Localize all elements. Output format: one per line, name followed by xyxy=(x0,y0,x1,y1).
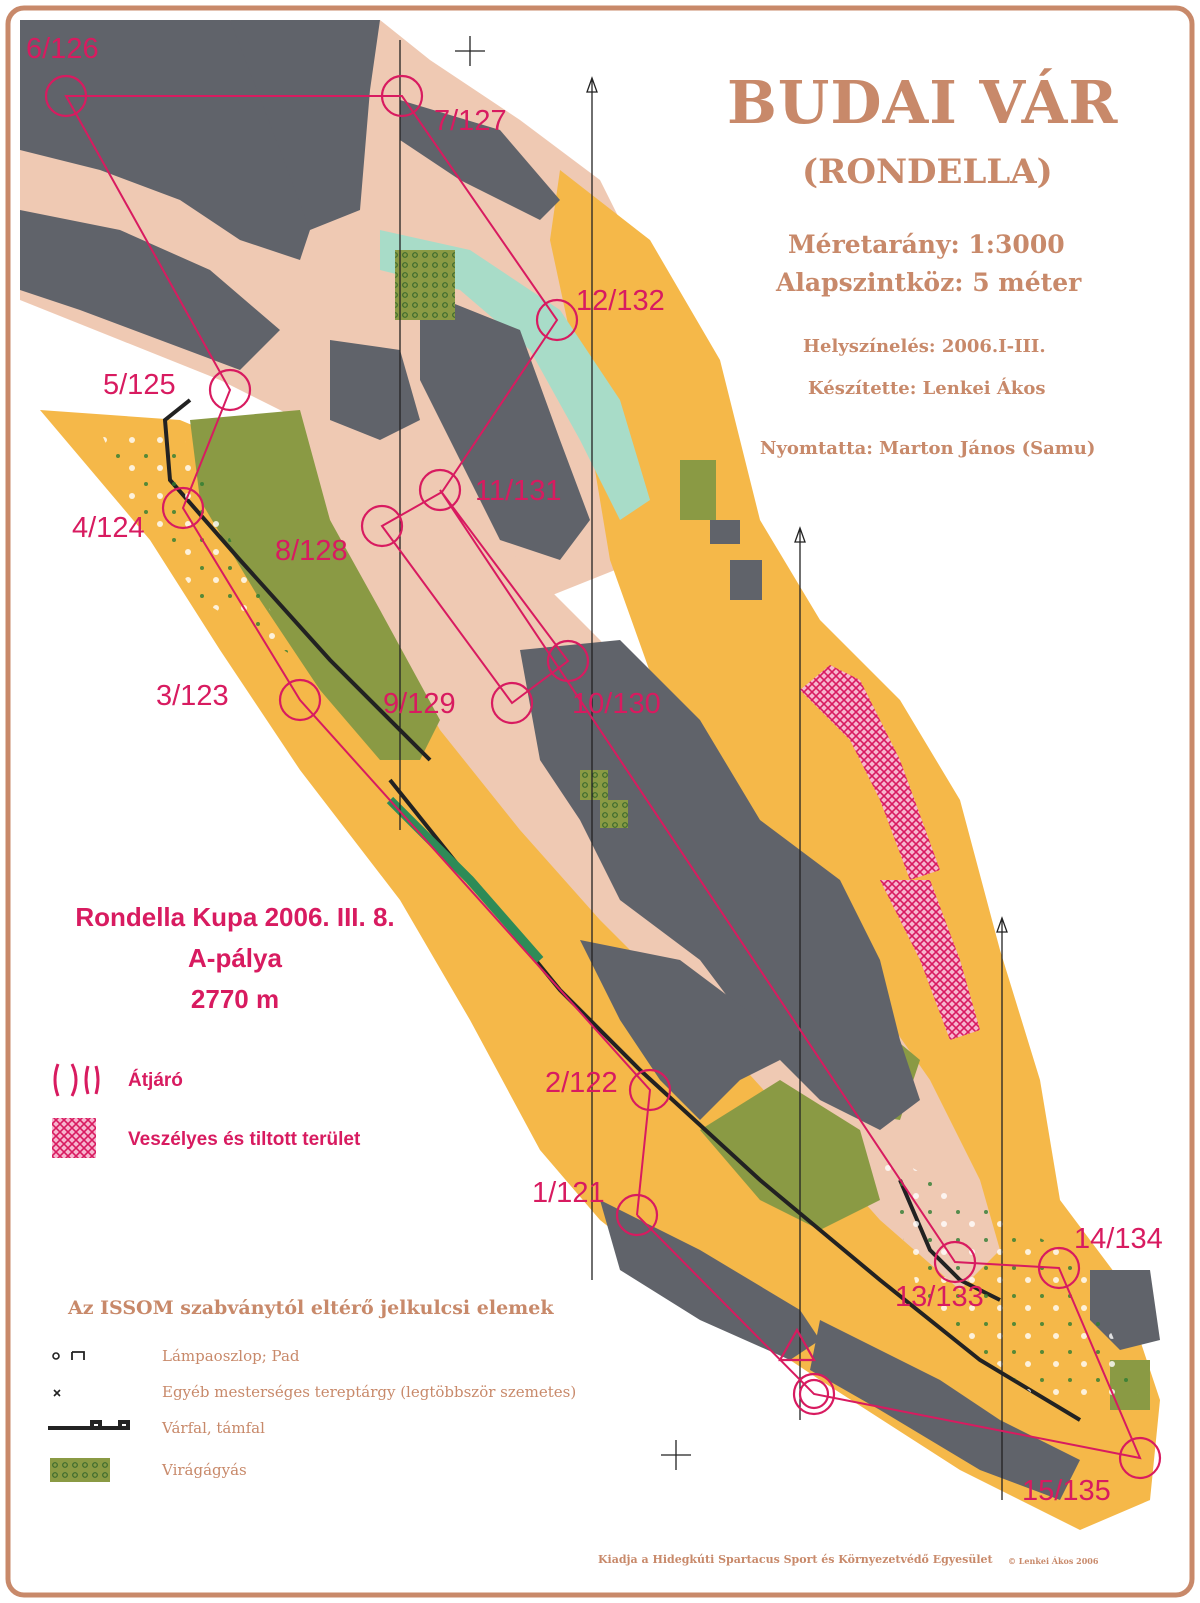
control-label-14: 14/134 xyxy=(1074,1223,1163,1255)
legend-passage-label: Átjáró xyxy=(128,1070,183,1091)
control-label-9: 9/129 xyxy=(383,688,456,720)
map-author: Készítette: Lenkei Ákos xyxy=(808,378,1046,399)
map-contour: Alapszintköz: 5 méter xyxy=(776,268,1082,297)
building-gate-tower xyxy=(710,520,740,544)
bench-symbol xyxy=(72,1352,84,1360)
legend-passage-symbol xyxy=(55,1064,98,1096)
issom-item-wall: Várfal, támfal xyxy=(162,1419,265,1437)
building-small xyxy=(730,560,762,600)
wall-symbol xyxy=(48,1422,128,1428)
registration-mark xyxy=(661,1440,691,1470)
flowerbed-symbol xyxy=(50,1458,110,1482)
control-label-4: 4/124 xyxy=(72,512,145,544)
course-length: 2770 m xyxy=(190,984,280,1014)
vegetation-patch xyxy=(680,460,716,520)
course-event: Rondella Kupa 2006. III. 8. xyxy=(75,902,395,932)
control-label-1: 1/121 xyxy=(532,1177,605,1209)
legend-forbidden-label: Veszélyes és tiltott terület xyxy=(128,1129,361,1150)
control-label-6: 6/126 xyxy=(26,33,99,65)
issom-item-lamp-bench: Lámpaoszlop; Pad xyxy=(162,1347,300,1365)
control-label-7: 7/127 xyxy=(434,105,507,137)
legend-forbidden-symbol xyxy=(52,1118,96,1158)
map-scale: Méretarány: 1:3000 xyxy=(788,230,1065,259)
control-label-5: 5/125 xyxy=(103,369,176,401)
control-label-15: 15/135 xyxy=(1022,1475,1111,1507)
control-label-13: 13/133 xyxy=(895,1281,984,1313)
control-label-3: 3/123 xyxy=(156,680,229,712)
map-printer: Nyomtatta: Marton János (Samu) xyxy=(760,438,1096,459)
issom-legend-title: Az ISSOM szabványtól eltérő jelkulcsi elemek xyxy=(68,1297,554,1319)
map-subtitle: (RONDELLA) xyxy=(802,152,1053,192)
issom-item-flowerbed: Virágágyás xyxy=(162,1461,247,1479)
publisher-credit: Kiadja a Hidegkúti Spartacus Sport és Környezetvédő Egyesület xyxy=(598,1553,993,1566)
course-name: A-pálya xyxy=(188,943,282,973)
other-object-symbol xyxy=(54,1390,60,1396)
control-label-10: 10/130 xyxy=(572,688,661,720)
control-label-12: 12/132 xyxy=(576,285,665,317)
flowerbed xyxy=(395,250,455,320)
map-title: BUDAI VÁR xyxy=(727,68,1119,137)
lamp-post-symbol xyxy=(53,1353,59,1359)
control-label-2: 2/122 xyxy=(545,1067,618,1099)
control-label-8: 8/128 xyxy=(275,535,348,567)
flowerbed xyxy=(600,800,628,828)
map-survey: Helyszínelés: 2006.I-III. xyxy=(803,336,1046,357)
flowerbed xyxy=(580,770,608,800)
registration-mark xyxy=(455,36,485,66)
issom-item-other-object: Egyéb mesterséges tereptárgy (legtöbbször szemetes) xyxy=(162,1383,577,1401)
control-label-11: 11/131 xyxy=(475,475,562,507)
copyright-credit: © Lenkei Ákos 2006 xyxy=(1008,1556,1099,1566)
